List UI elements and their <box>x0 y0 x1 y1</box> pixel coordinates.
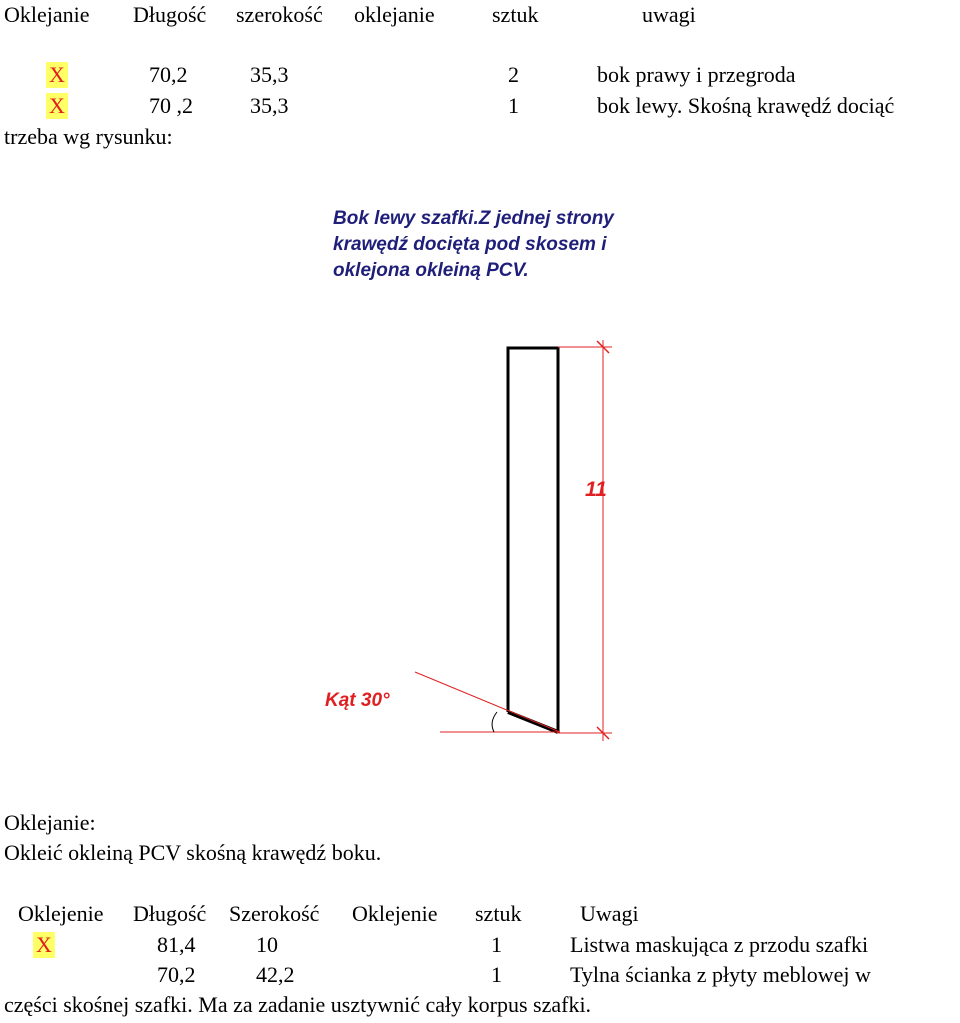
t2-row2-qty: 1 <box>491 962 502 987</box>
t1-header-szerokosc: szerokość <box>236 2 323 27</box>
t1-header-dlugosc: Długość <box>133 2 207 27</box>
drawing-note-line-3: oklejona okleiną PCV. <box>333 260 529 281</box>
t1-row2-mark: X <box>46 93 68 119</box>
t2-row1-mark: X <box>33 932 55 958</box>
t2-row2-length: 70,2 <box>157 962 196 987</box>
angle-extension-line <box>415 672 560 732</box>
t2-row1-width: 10 <box>256 932 278 957</box>
t1-row1-qty: 2 <box>508 62 519 87</box>
dimension-label: 11 <box>585 478 607 501</box>
t1-row2-note: bok lewy. Skośną krawędź dociąć <box>597 93 895 118</box>
t2-header-szerokosc: Szerokość <box>229 901 320 926</box>
t1-row1-mark: X <box>46 62 68 88</box>
t2-header-oklejenie: Oklejenie <box>18 901 104 926</box>
t2-header-sztuk: sztuk <box>475 901 522 926</box>
t1-header-oklejanie2: oklejanie <box>354 2 435 27</box>
t1-header-oklejanie: Oklejanie <box>4 2 90 27</box>
t2-header-uwagi: Uwagi <box>580 901 639 926</box>
t1-row1-length: 70,2 <box>149 62 188 87</box>
t1-row1-width: 35,3 <box>250 62 289 87</box>
section-text: Okleić okleiną PCV skośną krawędź boku. <box>4 840 382 865</box>
drawing-note-line-2: krawędź docięta pod skosem i <box>333 234 607 255</box>
t2-row1-length: 81,4 <box>157 932 196 957</box>
t1-header-uwagi: uwagi <box>642 2 696 27</box>
board-outline <box>508 348 558 732</box>
drawing-note-line-1: Bok lewy szafki.Z jednej strony <box>333 208 614 229</box>
angle-label: Kąt 30° <box>325 690 390 711</box>
t1-row2-width: 35,3 <box>250 93 289 118</box>
t2-row1-qty: 1 <box>491 932 502 957</box>
t1-row2-length: 70 ,2 <box>149 93 193 118</box>
t1-row2-qty: 1 <box>508 93 519 118</box>
t2-row2-note: Tylna ścianka z płyty meblowej w <box>570 962 871 987</box>
t1-continuation: trzeba wg rysunku: <box>4 124 173 149</box>
section-heading: Oklejanie: <box>4 810 96 835</box>
t2-row1-note: Listwa maskująca z przodu szafki <box>570 932 869 957</box>
angle-arc <box>492 712 497 732</box>
t2-header-dlugosc: Długość <box>133 901 207 926</box>
t2-header-oklejenie2: Oklejenie <box>352 901 438 926</box>
t1-header-sztuk: sztuk <box>492 2 539 27</box>
board-bevel-edge <box>508 712 558 732</box>
t2-row2-width: 42,2 <box>256 962 295 987</box>
t1-row1-note: bok prawy i przegroda <box>597 62 796 87</box>
t2-continuation: części skośnej szafki. Ma za zadanie usztywnić cały korpus szafki. <box>4 992 592 1017</box>
